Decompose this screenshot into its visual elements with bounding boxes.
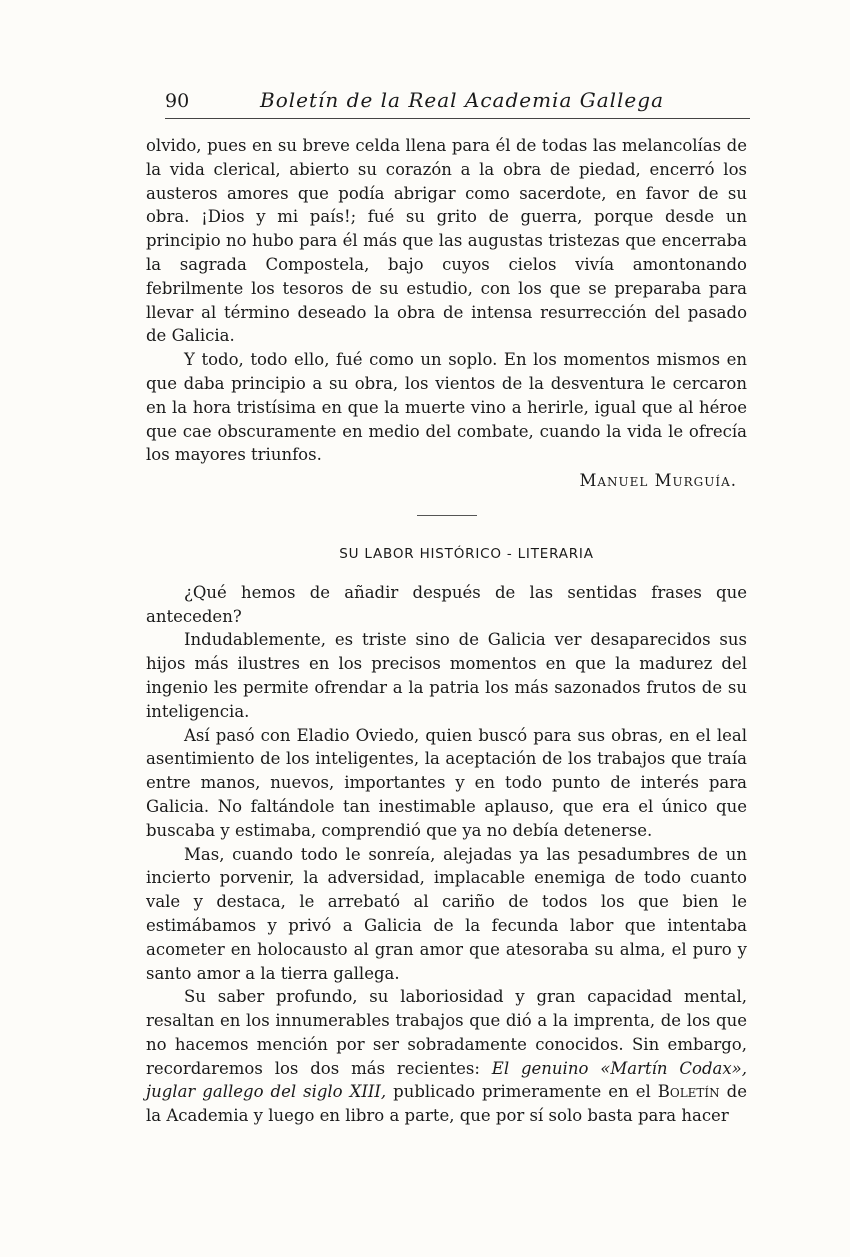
paragraph-7	[146, 985, 747, 1128]
running-title: Boletín de la Real Academia Gallega	[260, 88, 664, 112]
paragraph-4: Indudablemente, es triste sino de Galicia ver desaparecidos sus hijos más ilustres en los precisos momentos en que la madurez del ingenio les permite ofrendar a la patria los más sazonados frutos de su inteligencia.	[146, 630, 747, 721]
paragraph-5: Así pasó con Eladio Oviedo, quien buscó para sus obras, en el leal asentimiento de los inteligentes, la aceptación de los trabajos que traía entre manos, nuevos, importantes y en todo punto de interés para Galicia. No faltándole tan inestimable aplauso, que era el único que buscaba y estimaba, comprendió que ya no debía detenerse.	[146, 725, 747, 840]
paragraph-2: Y todo, todo ello, fué como un soplo. En los momentos mismos en que daba principio a su obra, los vientos de la desventura le cercaron en la hora tristísima en que la muerte vino a herirle, igual que al héroe que cae obscuramente en medio del combate, cuando la vida le ofrecía los mayores triunfos.	[146, 350, 747, 465]
paragraph-7-start: Su saber profundo, su laboriosidad y gran capacidad mental, resaltan en los innumerables trabajos que dió a la imprenta, de los que no hacemos mención por ser sobradamente conocidos. Sin embargo, recordaremos los dos más recientes:	[146, 987, 747, 1078]
section-title: SU LABOR HISTÓRICO - LITERARIA	[339, 545, 594, 562]
body-text	[146, 134, 747, 1128]
boletin-name: Boletín	[657, 1082, 720, 1102]
paragraph-1: olvido, pues en su breve celda llena para él de todas las melancolías de la vida clerical, abierto su corazón a la obra de piedad, encerró los austeros amores que podía abrigar como sacerdote, en favor de su obra. ¡Dios y mi país!; fué su grito de guerra, porque desde un principio no hubo para él más que las augustas tristezas que encerraba la sagrada Compostela, bajo cuyos cielos vivía amontonando febrilmente los tesoros de su estudio, con los que se preparaba para llevar al término deseado la obra de intensa resurrección del pasado de Galicia.	[146, 136, 747, 346]
paragraph-7-end: de la Academia y luego en libro a parte, que por sí solo basta para hacer	[146, 1082, 747, 1126]
paragraph-7-mid: publicado primeramente en el	[386, 1082, 658, 1102]
book-title: El genuino «Martín Codax», juglar gallego del siglo XIII,	[146, 1058, 748, 1102]
section-divider	[417, 515, 477, 516]
author-signature: Manuel Murguía.	[579, 471, 737, 491]
page-header	[165, 88, 750, 119]
paragraph-3: ¿Qué hemos de añadir después de las sentidas frases que anteceden?	[146, 582, 747, 626]
page-number: 90	[165, 90, 190, 112]
paragraph-6: Mas, cuando todo le sonreía, alejadas ya las pesadumbres de un incierto porvenir, la adversidad, implacable enemiga de todo cuanto vale y destaca, le arrebató al cariño de todos los que bien le estimábamos y privó a Galicia de la fecunda labor que intentaba acometer en holocausto al gran amor que atesoraba su alma, el puro y santo amor a la tierra gallega.	[146, 844, 747, 983]
